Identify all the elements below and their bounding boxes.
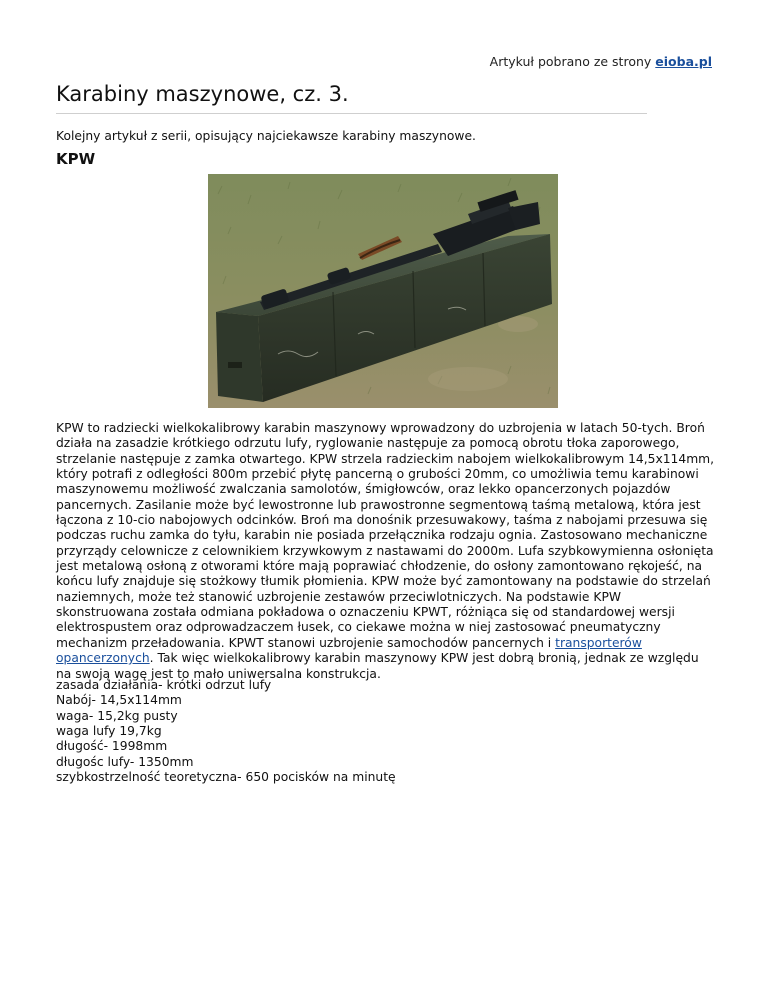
section-title: KPW xyxy=(56,150,96,168)
title-divider xyxy=(56,113,647,114)
spec-item: waga lufy 19,7kg xyxy=(56,724,162,739)
transporters-link[interactable]: transporterów opancerzonych xyxy=(56,635,642,666)
source-attribution xyxy=(490,54,712,69)
spec-item: długość- 1998mm xyxy=(56,739,168,754)
weapon-photo-illustration xyxy=(208,174,558,408)
spec-list xyxy=(56,678,396,785)
article-title: Karabiny maszynowe, cz. 3. xyxy=(56,82,349,106)
article-body xyxy=(56,421,716,682)
spec-item: długośc lufy- 1350mm xyxy=(56,754,194,769)
spec-item: waga- 15,2kg pusty xyxy=(56,708,178,723)
body-text-part-2: . Tak więc wielkokalibrowy karabin maszynowy KPW jest dobrą bronią, jednak ze względu na swoją wagę jest to mało uniwersalna konstrukcja. xyxy=(56,651,699,681)
source-link[interactable]: eioba.pl xyxy=(655,54,712,69)
article-lead: Kolejny artykuł z serii, opisujący najciekawsze karabiny maszynowe. xyxy=(56,129,476,143)
weapon-photo xyxy=(208,174,558,408)
spec-item: Nabój- 14,5x114mm xyxy=(56,693,182,708)
spec-item: zasada działania- krótki odrzut lufy xyxy=(56,678,272,692)
source-prefix: Artykuł pobrano ze strony xyxy=(489,54,656,69)
spec-item: szybkostrzelność teoretyczna- 650 pocisków na minutę xyxy=(56,770,396,785)
body-text-part-1: KPW to radziecki wielkokalibrowy karabin maszynowy wprowadzony do uzbrojenia w latach 50-tych. Broń działa na zasadzie krótkiego odrzutu lufy, ryglowanie następuje za pomocą obrotu tłoka zaporowego, strzelanie następuje z zamka otwartego. KPW strzela radzieckim nabojem wielkokalibrowym 14,5x114mm, który potrafi z odległości 800m przebić płytę pancerną o grubości 20mm, co umożliwia temu karabinowi maszynowemu możliwość zwalczania samolotów, śmigłowców, oraz lekko opancerzonych pojazdów pancernych. Zasilanie może być lewostronne lub prawostronne segmentową taśmą metalową, która jest łączona z 10-cio nabojowych odcinków. Broń ma donośnik przesuwakowy, taśma z nabojami przesuwa się podczas ruchu zamka do tyłu, karabin nie posiada przełącznika rodzaju ognia. Zastosowano mechaniczne przyrządy celownicze z celownikiem krzywkowym z nastawami do 2000m. Lufa szybkowymienna osłonięta jest metalową osłoną z otworami które mają poprawiać chłodzenie, do osłony zamontowano rękojeść, na końcu lufy znajduje się stożkowy tłumik płomienia. KPW może być zamontowany na podstawie do strzelań naziemnych, może też stanowić uzbrojenie zestawów przeciwlotniczych. Na podstawie KPW skonstruowana została odmiana pokładowa o oznaczeniu KPWT, różniąca się od standardowej wersji elektrospustem oraz odprowadzaczem łusek, co ciekawe można w niej zastosować pneumatyczny mechanizm przeładowania. KPWT stanowi uzbrojenie samochodów pancernych i xyxy=(56,421,715,650)
